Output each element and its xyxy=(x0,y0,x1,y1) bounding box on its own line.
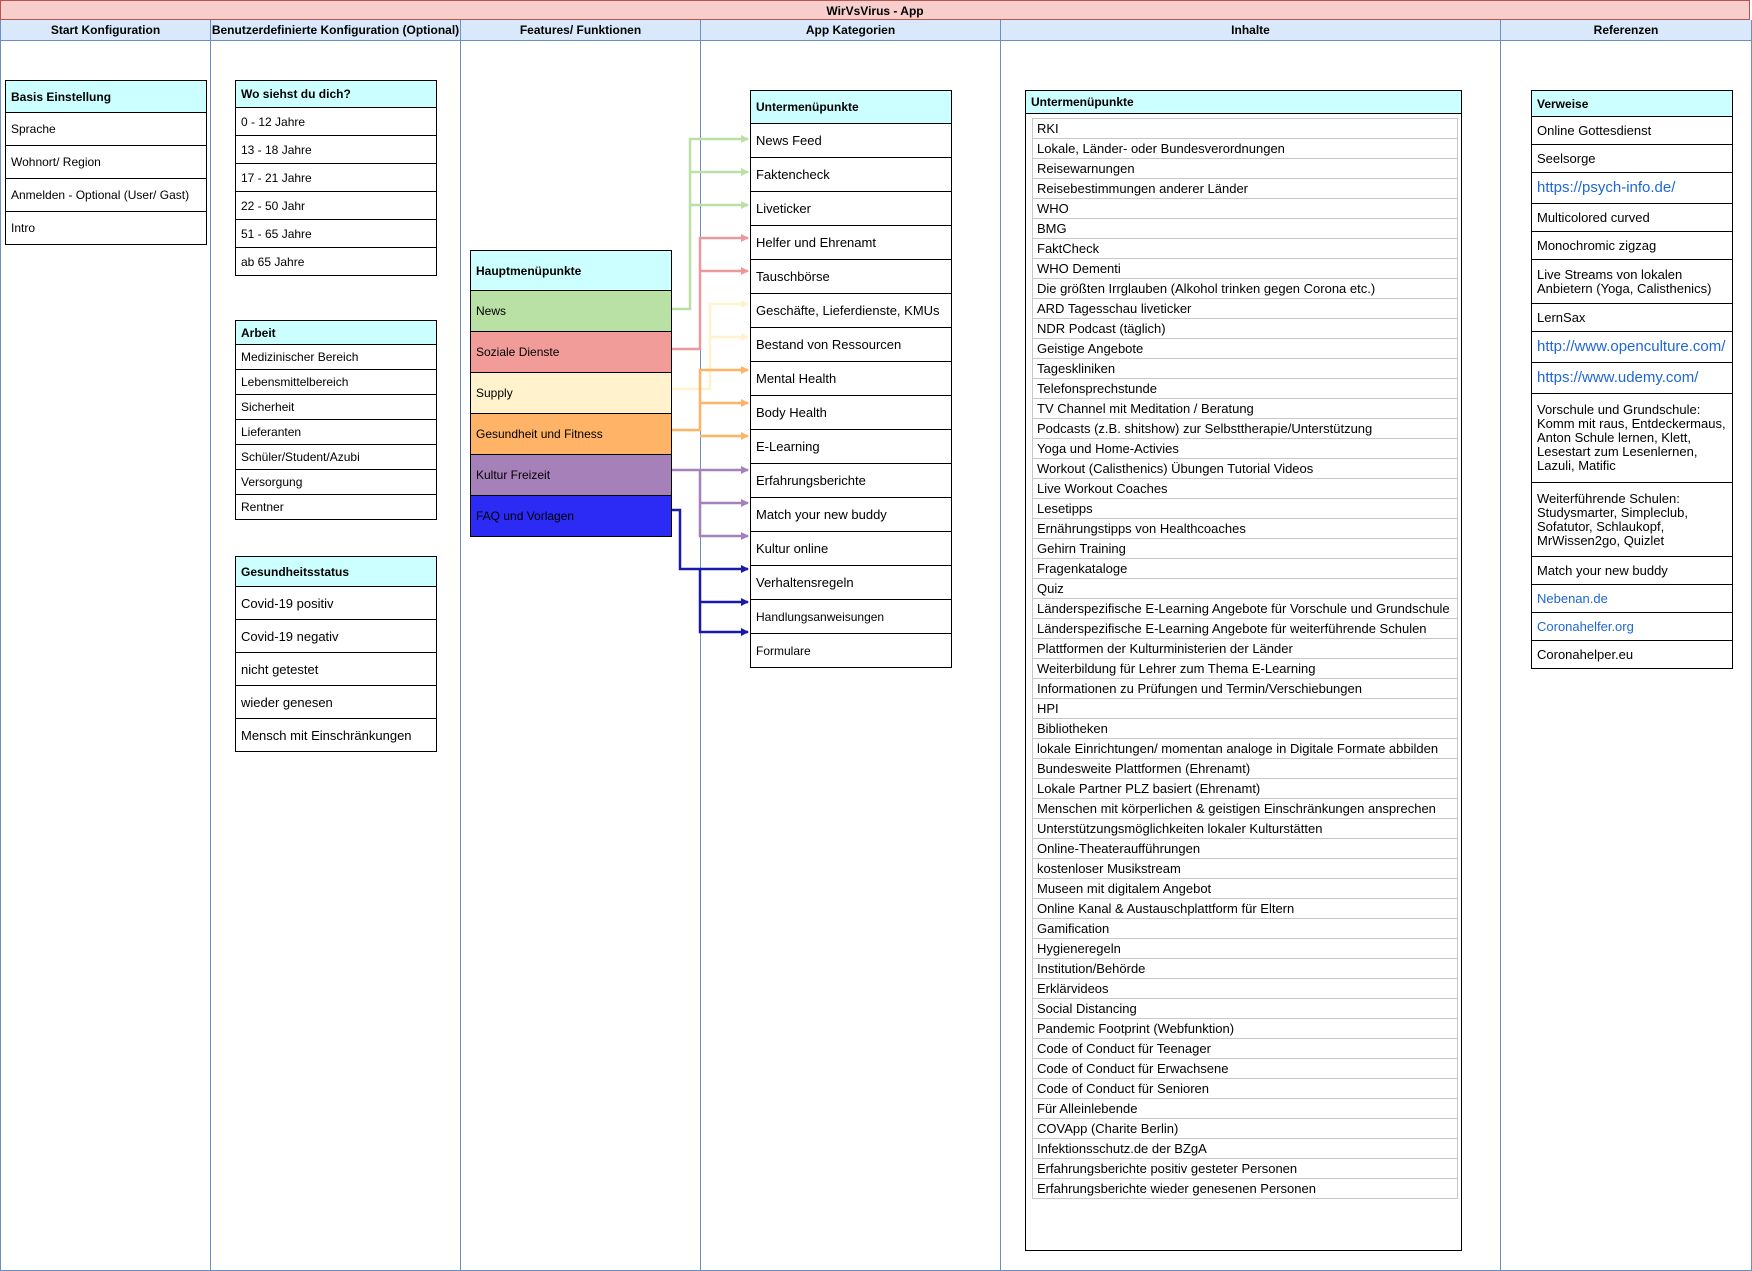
content-item[interactable]: Unterstützungsmöglichkeiten lokaler Kulturstätten xyxy=(1033,819,1457,839)
submenu-item[interactable]: Mental Health xyxy=(751,362,951,396)
box-header: Gesundheitsstatus xyxy=(236,557,436,587)
content-item[interactable]: Pandemic Footprint (Webfunktion) xyxy=(1033,1019,1457,1039)
content-item[interactable]: Gehirn Training xyxy=(1033,539,1457,559)
content-item[interactable]: Online-Theateraufführungen xyxy=(1033,839,1457,859)
content-item[interactable]: Fragenkataloge xyxy=(1033,559,1457,579)
content-item[interactable]: Reisebestimmungen anderer Länder xyxy=(1033,179,1457,199)
content-item[interactable]: Für Alleinlebende xyxy=(1033,1099,1457,1119)
main-menu-box xyxy=(470,250,672,537)
list-item[interactable]: 0 - 12 Jahre xyxy=(236,108,436,136)
submenu-item[interactable]: News Feed xyxy=(751,124,951,158)
list-item[interactable]: Covid-19 positiv xyxy=(236,587,436,620)
lane-header: Start Konfiguration xyxy=(1,20,210,41)
content-item[interactable]: Erfahrungsberichte wieder genesenen Personen xyxy=(1033,1179,1457,1199)
list-item[interactable]: Sprache xyxy=(6,113,206,146)
submenu-item[interactable]: Handlungsanweisungen xyxy=(751,600,951,634)
reference-item: Weiterführende Schulen: Studysmarter, Simpleclub, Sofatutor, Schlaukopf, MrWissen2go, Quizlet xyxy=(1532,483,1732,557)
contents-list xyxy=(1032,118,1458,1199)
submenu-item[interactable]: Body Health xyxy=(751,396,951,430)
content-item[interactable]: Menschen mit körperlichen & geistigen Einschränkungen ansprechen xyxy=(1033,799,1457,819)
list-item[interactable]: Mensch mit Einschränkungen xyxy=(241,727,412,743)
list-item[interactable]: Intro xyxy=(11,221,36,235)
basis-settings-box xyxy=(5,80,207,245)
content-item[interactable]: Social Distancing xyxy=(1033,999,1457,1019)
submenu-item[interactable]: Verhaltensregeln xyxy=(751,566,951,600)
content-item[interactable]: HPI xyxy=(1033,699,1457,719)
submenu-item[interactable]: Faktencheck xyxy=(751,158,951,192)
lane-features xyxy=(460,20,701,1271)
reference-link[interactable]: https://www.udemy.com/ xyxy=(1532,363,1732,394)
content-item[interactable]: ARD Tagesschau liveticker xyxy=(1033,299,1457,319)
main-menu-item-faq-templates[interactable]: FAQ und Vorlagen xyxy=(471,496,671,536)
content-item[interactable]: Geistige Angebote xyxy=(1033,339,1457,359)
content-item[interactable]: Lesetipps xyxy=(1033,499,1457,519)
content-item[interactable]: Länderspezifische E-Learning Angebote für Vorschule und Grundschule xyxy=(1033,599,1457,619)
content-item[interactable]: Museen mit digitalem Angebot xyxy=(1033,879,1457,899)
content-item[interactable]: Code of Conduct für Teenager xyxy=(1033,1039,1457,1059)
reference-item: Match your new buddy xyxy=(1532,557,1732,585)
lane-header: Features/ Funktionen xyxy=(461,20,700,41)
list-item[interactable]: Versorgung xyxy=(236,470,436,495)
main-menu-item-supply[interactable]: Supply xyxy=(471,373,671,414)
content-item[interactable]: lokale Einrichtungen/ momentan analoge in Digitale Formate abbilden xyxy=(1033,739,1457,759)
list-item[interactable]: wieder genesen xyxy=(236,686,436,719)
content-item[interactable]: Workout (Calisthenics) Übungen Tutorial Videos xyxy=(1033,459,1457,479)
list-item[interactable]: Schüler/Student/Azubi xyxy=(236,445,436,470)
main-menu-item-culture-leisure[interactable]: Kultur Freizeit xyxy=(471,455,671,496)
content-item[interactable]: Die größten Irrglauben (Alkohol trinken gegen Corona etc.) xyxy=(1033,279,1457,299)
lane-header: Inhalte xyxy=(1001,20,1500,41)
list-item[interactable]: nicht getestet xyxy=(236,653,436,686)
reference-item: Vorschule und Grundschule: Komm mit raus, Entdeckermaus, Anton Schule lernen, Klett, Lesestart zum Lesenlernen, Lazuli, Matific xyxy=(1532,394,1732,483)
content-item[interactable]: NDR Podcast (täglich) xyxy=(1033,319,1457,339)
reference-item: Online Gottesdienst xyxy=(1532,117,1732,145)
content-item[interactable]: Quiz xyxy=(1033,579,1457,599)
reference-item: LernSax xyxy=(1532,304,1732,332)
content-item[interactable]: Ernährungstipps von Healthcoaches xyxy=(1033,519,1457,539)
list-item[interactable]: Lieferanten xyxy=(236,420,436,445)
content-item[interactable]: Tageskliniken xyxy=(1033,359,1457,379)
list-item[interactable]: Wohnort/ Region xyxy=(6,146,206,179)
reference-item: Live Streams von lokalen Anbietern (Yoga, Calisthenics) xyxy=(1532,260,1732,304)
main-menu-item-social-services[interactable]: Soziale Dienste xyxy=(471,332,671,373)
work-box xyxy=(235,320,437,520)
list-item[interactable]: Rentner xyxy=(241,500,284,514)
reference-link[interactable]: http://www.openculture.com/ xyxy=(1532,332,1732,363)
submenu-item[interactable]: Bestand von Ressourcen xyxy=(751,328,951,362)
list-item[interactable]: 51 - 65 Jahre xyxy=(236,220,436,248)
submenu-box xyxy=(750,90,952,668)
content-item[interactable]: Online Kanal & Austauschplattform für Eltern xyxy=(1033,899,1457,919)
contents-box xyxy=(1025,90,1462,1251)
content-item[interactable]: Institution/Behörde xyxy=(1033,959,1457,979)
box-header: Verweise xyxy=(1532,91,1732,117)
list-item[interactable]: 17 - 21 Jahre xyxy=(236,164,436,192)
content-item[interactable]: WHO Dementi xyxy=(1033,259,1457,279)
references-box xyxy=(1531,90,1733,669)
main-menu-item-news[interactable]: News xyxy=(471,291,671,332)
content-item[interactable]: FaktCheck xyxy=(1033,239,1457,259)
diagram-title: WirVsVirus - App xyxy=(0,0,1750,20)
content-item[interactable]: BMG xyxy=(1033,219,1457,239)
lane-header: App Kategorien xyxy=(701,20,1000,41)
content-item[interactable]: TV Channel mit Meditation / Beratung xyxy=(1033,399,1457,419)
list-item[interactable]: 13 - 18 Jahre xyxy=(236,136,436,164)
content-item[interactable]: Hygieneregeln xyxy=(1033,939,1457,959)
content-item[interactable]: Erklärvideos xyxy=(1033,979,1457,999)
reference-item: Multicolored curved xyxy=(1532,204,1732,232)
content-item[interactable]: kostenloser Musikstream xyxy=(1033,859,1457,879)
content-item[interactable]: Plattformen der Kulturministerien der Länder xyxy=(1033,639,1457,659)
content-item[interactable]: Code of Conduct für Erwachsene xyxy=(1033,1059,1457,1079)
submenu-item[interactable]: Geschäfte, Lieferdienste, KMUs xyxy=(751,294,951,328)
content-item[interactable]: Code of Conduct für Senioren xyxy=(1033,1079,1457,1099)
submenu-item[interactable]: Formulare xyxy=(756,643,811,658)
submenu-item[interactable]: E-Learning xyxy=(751,430,951,464)
content-item[interactable]: Live Workout Coaches xyxy=(1033,479,1457,499)
box-header: Hauptmenüpunkte xyxy=(471,251,671,291)
content-item[interactable]: Gamification xyxy=(1033,919,1457,939)
list-item[interactable]: Covid-19 negativ xyxy=(236,620,436,653)
content-item[interactable]: Bundesweite Plattformen (Ehrenamt) xyxy=(1033,759,1457,779)
content-item[interactable]: Informationen zu Prüfungen und Termin/Verschiebungen xyxy=(1033,679,1457,699)
box-header: Arbeit xyxy=(236,321,436,345)
age-group-box xyxy=(235,80,437,276)
reference-item: Seelsorge xyxy=(1532,145,1732,173)
content-item[interactable]: Telefonsprechstunde xyxy=(1033,379,1457,399)
content-item[interactable]: Lokale Partner PLZ basiert (Ehrenamt) xyxy=(1033,779,1457,799)
submenu-item[interactable]: Liveticker xyxy=(751,192,951,226)
box-header: Untermenüpunkte xyxy=(751,91,951,124)
submenu-item[interactable]: Helfer und Ehrenamt xyxy=(751,226,951,260)
submenu-item[interactable]: Match your new buddy xyxy=(751,498,951,532)
list-item[interactable]: Lebensmittelbereich xyxy=(236,370,436,395)
content-item[interactable]: Erfahrungsberichte positiv gesteter Personen xyxy=(1033,1159,1457,1179)
reference-item: Coronahelper.eu xyxy=(1537,646,1634,662)
list-item[interactable]: Sicherheit xyxy=(236,395,436,420)
content-item[interactable]: Podcasts (z.B. shitshow) zur Selbsttherapie/Unterstützung xyxy=(1033,419,1457,439)
reference-link[interactable]: Nebenan.de xyxy=(1532,585,1732,613)
list-item[interactable]: ab 65 Jahre xyxy=(241,254,305,269)
box-header: Wo siehst du dich? xyxy=(236,81,436,108)
content-item[interactable]: Weiterbildung für Lehrer zum Thema E-Learning xyxy=(1033,659,1457,679)
box-header: Untermenüpunkte xyxy=(1026,91,1461,114)
list-item[interactable]: Anmelden - Optional (User/ Gast) xyxy=(6,179,206,212)
main-menu-item-health-fitness[interactable]: Gesundheit und Fitness xyxy=(471,414,671,455)
content-item[interactable]: Infektionsschutz.de der BZgA xyxy=(1033,1139,1457,1159)
reference-link[interactable]: Coronahelfer.org xyxy=(1532,613,1732,641)
lane-header: Referenzen xyxy=(1501,20,1751,41)
reference-item: Monochromic zigzag xyxy=(1532,232,1732,260)
content-item[interactable]: COVApp (Charite Berlin) xyxy=(1033,1119,1457,1139)
content-item[interactable]: Yoga und Home-Activies xyxy=(1033,439,1457,459)
list-item[interactable]: 22 - 50 Jahr xyxy=(236,192,436,220)
health-status-box xyxy=(235,556,437,752)
content-item[interactable]: Reisewarnungen xyxy=(1033,159,1457,179)
submenu-item[interactable]: Tauschbörse xyxy=(751,260,951,294)
box-header: Basis Einstellung xyxy=(6,81,206,113)
content-item[interactable]: Länderspezifische E-Learning Angebote für weiterführende Schulen xyxy=(1033,619,1457,639)
submenu-item[interactable]: Kultur online xyxy=(751,532,951,566)
content-item[interactable]: RKI xyxy=(1033,119,1457,139)
lane-header: Benutzerdefinierte Konfiguration (Optional) xyxy=(211,20,460,41)
submenu-item[interactable]: Erfahrungsberichte xyxy=(751,464,951,498)
reference-link[interactable]: https://psych-info.de/ xyxy=(1532,173,1732,204)
content-item[interactable]: Bibliotheken xyxy=(1033,719,1457,739)
content-item[interactable]: WHO xyxy=(1033,199,1457,219)
list-item[interactable]: Medizinischer Bereich xyxy=(236,345,436,370)
content-item[interactable]: Lokale, Länder- oder Bundesverordnungen xyxy=(1033,139,1457,159)
